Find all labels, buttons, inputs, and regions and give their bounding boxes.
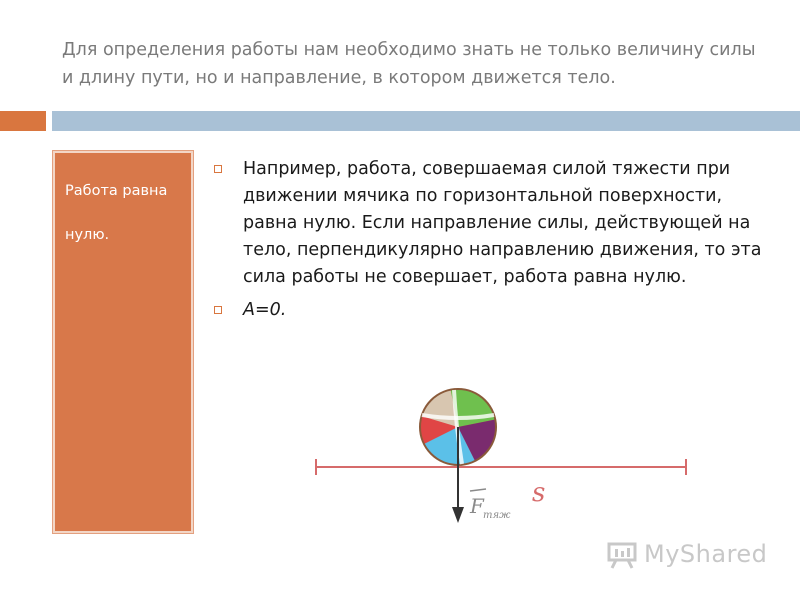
myshared-logo-icon — [606, 538, 638, 570]
formula-text: A=0. — [243, 300, 287, 320]
force-arrow-head — [452, 507, 464, 523]
side-panel-line1: Работа равна — [65, 183, 168, 199]
force-label: F — [470, 494, 484, 518]
slide-title: Для определения работы нам необходимо знать не только величину силы и длину пути, но и направление, в котором движется тело. — [62, 40, 756, 88]
side-panel — [52, 150, 194, 534]
side-panel-line2: нулю. — [65, 227, 110, 243]
accent-bar-orange — [0, 111, 46, 131]
myshared-logo — [606, 536, 767, 572]
accent-bar-blue — [52, 111, 800, 131]
bullet-square-icon — [214, 165, 222, 173]
ball-diagram — [300, 385, 700, 550]
force-subscript: тяж — [483, 510, 511, 521]
myshared-logo-text: MyShared — [644, 540, 768, 568]
bullet-text: Например, работа, совершаемая силой тяжести при движении мячика по горизонтальной поверхности, равна нулю. Если направление силы, действующей на тело, перпендикулярно направлению движения, то эта сила работы не совершает, работа равна нулю. — [243, 159, 762, 287]
force-vector-bar — [470, 489, 486, 491]
side-panel-text — [65, 169, 187, 257]
distance-label: s — [532, 478, 546, 508]
bullet-item-formula — [214, 297, 774, 324]
bullet-square-icon — [214, 306, 222, 314]
bullet-item — [214, 156, 774, 291]
bullet-list — [214, 156, 774, 330]
